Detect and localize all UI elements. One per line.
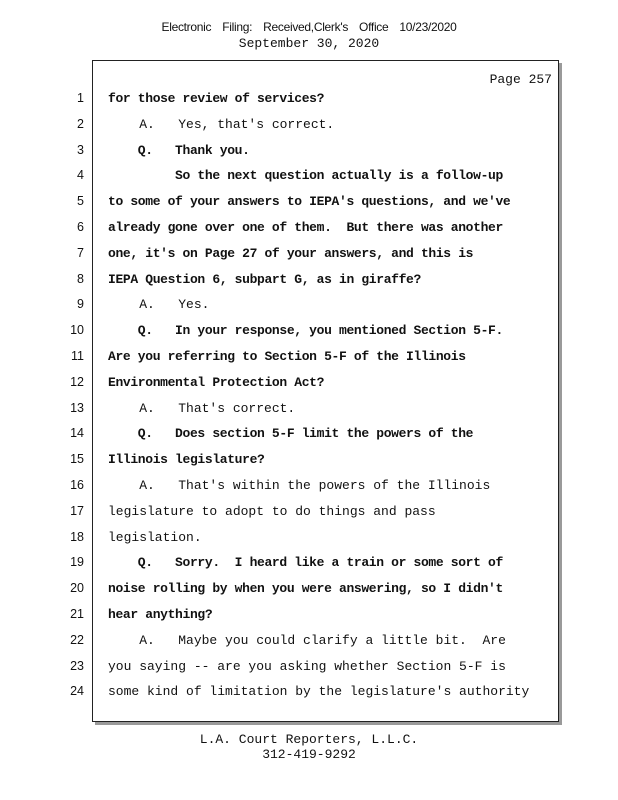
transcript-line xyxy=(0,530,618,556)
line-text: IEPA Question 6, subpart G, as in giraffe? xyxy=(108,271,421,287)
line-number: 15 xyxy=(70,452,84,467)
line-text: for those review of services? xyxy=(108,91,325,106)
line-text: some kind of limitation by the legislature's authority xyxy=(108,684,530,700)
line-number: 5 xyxy=(77,194,84,209)
line-text: So the next question actually is a follow-up xyxy=(108,168,503,184)
transcript-line xyxy=(0,659,618,685)
line-number: 22 xyxy=(70,632,84,647)
transcript-line xyxy=(0,272,618,298)
transcript-line xyxy=(0,168,618,194)
transcript-date: September 30, 2020 xyxy=(238,36,380,51)
footer-company: L.A. Court Reporters, L.L.C. xyxy=(199,732,419,747)
line-text: A. Yes. xyxy=(108,297,210,313)
line-number: 12 xyxy=(70,374,84,389)
line-text: A. That's correct. xyxy=(108,400,296,416)
line-text: one, it's on Page 27 of your answers, and this is xyxy=(108,245,474,261)
transcript-line xyxy=(0,452,618,478)
line-text: Illinois legislature? xyxy=(108,452,265,468)
line-number: 21 xyxy=(70,607,84,621)
line-text: Q. In your response, you mentioned Section 5-F. xyxy=(108,323,503,339)
page-number: Page 257 xyxy=(489,72,552,87)
line-number: 24 xyxy=(70,684,84,699)
transcript-line xyxy=(0,220,618,246)
transcript-line xyxy=(0,143,618,169)
footer-phone: 312-419-9292 xyxy=(262,747,356,762)
transcript-line xyxy=(0,117,618,143)
transcript-line xyxy=(0,426,618,452)
line-text: Q. Thank you. xyxy=(108,142,250,158)
line-text: to some of your answers to IEPA's questions, and we've xyxy=(108,194,511,210)
line-number: 1 xyxy=(77,91,84,105)
transcript-line xyxy=(0,633,618,659)
line-number: 9 xyxy=(77,297,84,312)
line-number: 11 xyxy=(71,349,84,363)
transcript-line xyxy=(0,684,618,710)
transcript-line xyxy=(0,478,618,504)
line-number: 6 xyxy=(77,220,84,234)
line-number: 19 xyxy=(70,555,84,570)
line-number: 10 xyxy=(70,323,84,338)
transcript-line xyxy=(0,323,618,349)
transcript-line xyxy=(0,375,618,401)
line-number: 3 xyxy=(77,142,84,157)
line-number: 2 xyxy=(77,116,84,131)
transcript-line xyxy=(0,581,618,607)
line-number: 7 xyxy=(77,245,84,260)
line-number: 13 xyxy=(70,400,84,415)
line-number: 14 xyxy=(70,426,84,441)
line-text: noise rolling by when you were answering, so I didn't xyxy=(108,581,503,597)
transcript-line xyxy=(0,504,618,530)
transcript-line xyxy=(0,401,618,427)
line-text: Environmental Protection Act? xyxy=(108,374,325,390)
line-text: legislation. xyxy=(108,529,202,545)
transcript-line xyxy=(0,555,618,581)
line-number: 20 xyxy=(70,581,84,596)
line-text: Are you referring to Section 5-F of the Illinois xyxy=(108,349,466,364)
transcript-line xyxy=(0,607,618,633)
line-number: 23 xyxy=(70,658,84,673)
transcript-line xyxy=(0,349,618,375)
line-text: Q. Does section 5-F limit the powers of the xyxy=(108,426,474,442)
line-number: 18 xyxy=(70,529,84,544)
line-text: A. Yes, that's correct. xyxy=(108,116,335,132)
line-text: already gone over one of them. But there was another xyxy=(108,220,503,235)
transcript-line xyxy=(0,246,618,272)
line-text: A. That's within the powers of the Illinois xyxy=(108,478,491,493)
line-text: A. Maybe you could clarify a little bit. Are xyxy=(108,632,506,648)
line-number: 16 xyxy=(70,478,84,492)
line-number: 4 xyxy=(77,168,84,183)
line-text: legislature to adopt to do things and pass xyxy=(108,503,436,519)
transcript-line xyxy=(0,91,618,117)
filing-stamp: Electronic Filing: Received,Clerk's Office 10/23/2020 xyxy=(161,20,457,34)
line-text: Q. Sorry. I heard like a train or some sort of xyxy=(108,555,503,571)
transcript-line xyxy=(0,194,618,220)
line-number: 8 xyxy=(77,271,84,286)
line-number: 17 xyxy=(70,503,84,518)
line-text: hear anything? xyxy=(108,607,213,622)
line-text: you saying -- are you asking whether Section 5-F is xyxy=(108,658,506,674)
transcript-line xyxy=(0,297,618,323)
